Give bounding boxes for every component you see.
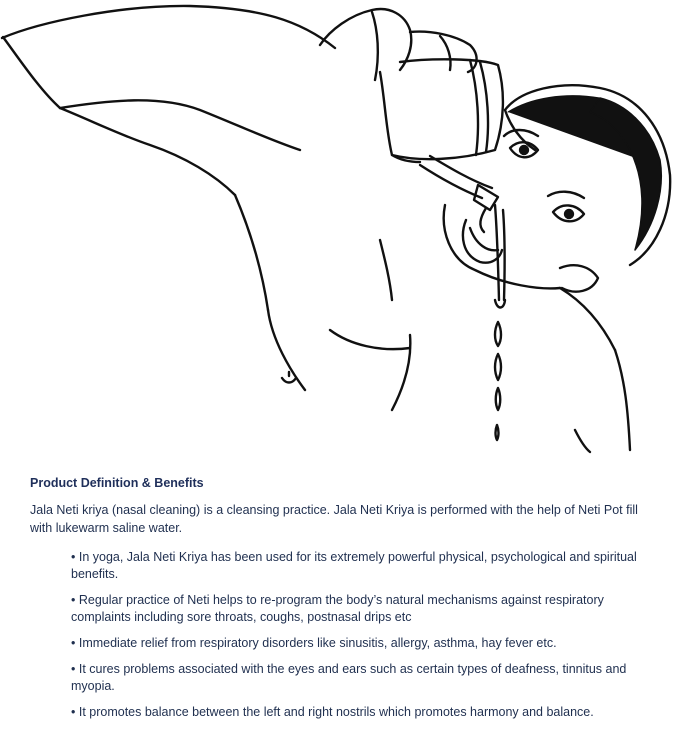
- section-heading: Product Definition & Benefits: [30, 476, 204, 490]
- benefit-item: • In yoga, Jala Neti Kriya has been used for its extremely powerful physical, psychological and spiritual benefits.: [71, 549, 650, 583]
- product-description: [30, 476, 650, 730]
- benefit-item: • It promotes balance between the left and right nostrils which promotes harmony and balance.: [71, 704, 650, 721]
- benefits-list: [30, 549, 650, 721]
- benefit-item: • It cures problems associated with the eyes and ears such as certain types of deafness, tinnitus and myopia.: [71, 661, 650, 695]
- benefit-item: • Regular practice of Neti helps to re-program the body’s natural mechanisms against respiratory complaints including sore throats, coughs, postnasal drips etc: [71, 592, 650, 626]
- intro-paragraph: Jala Neti kriya (nasal cleaning) is a cleansing practice. Jala Neti Kriya is performed with the help of Neti Pot fill with lukewarm saline water.: [30, 503, 638, 535]
- benefit-item: • Immediate relief from respiratory disorders like sinusitis, allergy, asthma, hay fever etc.: [71, 635, 650, 652]
